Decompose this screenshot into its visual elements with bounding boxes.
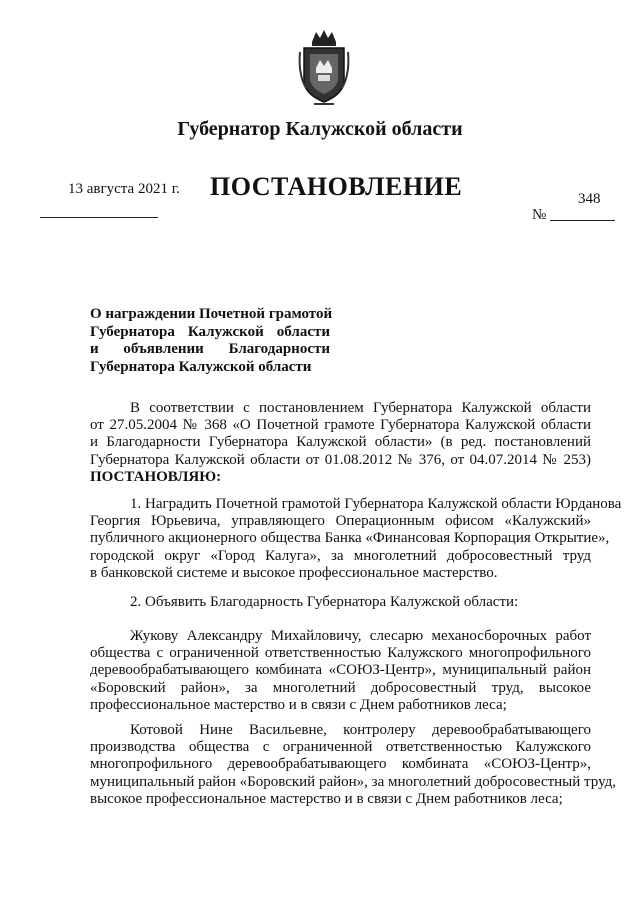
item-1-line: городской округ «Город Калуга», за многолетний добросовестный труд — [90, 547, 591, 564]
preamble-line: Губернатора Калужской области от 01.08.2012 № 376, от 04.07.2014 № 253) — [90, 451, 591, 468]
person-2-line: производства общества с ограниченной ответственностью Калужского — [90, 739, 591, 756]
person-2-line: муниципальный район «Боровский район», за многолетний добросовестный труд, — [90, 773, 617, 790]
organization-title: Губернатор Калужской области — [177, 118, 463, 140]
person-2-line: Котовой Нине Васильевне, контролеру деревообрабатывающего — [130, 722, 591, 738]
preamble-line: от 27.05.2004 № 368 «О Почетной грамоте Губернатора Калужской области — [90, 417, 591, 434]
preamble-line: и Благодарности Губернатора Калужской области» (в ред. постановлений — [90, 434, 591, 451]
item-1-line: 1. Наградить Почетной грамотой Губернатора Калужской области Юрданова — [130, 496, 622, 512]
person-1-line: деревообрабатывающего комбината «СОЮЗ-Центр», муниципальный район — [90, 662, 591, 679]
item-1-line: в банковской системе и высокое профессиональное мастерство. — [90, 564, 498, 581]
document-number: 348 — [578, 191, 601, 207]
item-1-paragraph — [90, 496, 622, 582]
subject-line: Губернатора Калужской области — [90, 323, 330, 340]
person-2-line: многопрофильного деревообрабатывающего комбината «СОЮЗ-Центр», — [90, 756, 591, 773]
person-1-line: профессиональное мастерство и в связи с Днем работников леса; — [90, 696, 507, 713]
award-person-1 — [90, 628, 591, 714]
person-2-line: высокое профессиональное мастерство и в связи с Днем работников леса; — [90, 790, 563, 807]
subject-line: О награждении Почетной грамотой — [90, 306, 333, 322]
document-date: 13 августа 2021 г. — [68, 181, 180, 197]
subject-line: Губернатора Калужской области — [90, 358, 312, 375]
number-label: № — [532, 207, 547, 223]
coat-of-arms-icon — [296, 28, 352, 108]
date-underline — [40, 217, 158, 218]
item-2-line: 2. Объявить Благодарность Губернатора Калужской области: — [130, 594, 519, 610]
item-2-heading — [90, 594, 591, 611]
document-type-title: ПОСТАНОВЛЕНИЕ — [210, 172, 463, 201]
person-1-line: Жукову Александру Михайловичу, слесарю механосборочных работ — [130, 628, 591, 644]
document-subject — [90, 306, 333, 376]
subject-line: и объявлении Благодарности — [90, 341, 330, 357]
person-1-line: «Боровский район», за многолетний добросовестный труд, высокое — [90, 679, 591, 696]
number-underline — [550, 220, 615, 221]
award-person-2 — [90, 722, 617, 808]
preamble-line: В соответствии с постановлением Губернатора Калужской области — [130, 400, 591, 416]
person-1-line: общества с ограниченной ответственностью Калужского многопрофильного — [90, 645, 591, 662]
item-1-line: Георгия Юрьевича, управляющего Операционным офисом «Калужский» — [90, 513, 591, 530]
item-1-line: публичного акционерного общества Банка «Финансовая Корпорация Открытие», — [90, 530, 610, 547]
decree-word: ПОСТАНОВЛЯЮ: — [90, 468, 222, 485]
preamble-paragraph — [90, 400, 591, 486]
